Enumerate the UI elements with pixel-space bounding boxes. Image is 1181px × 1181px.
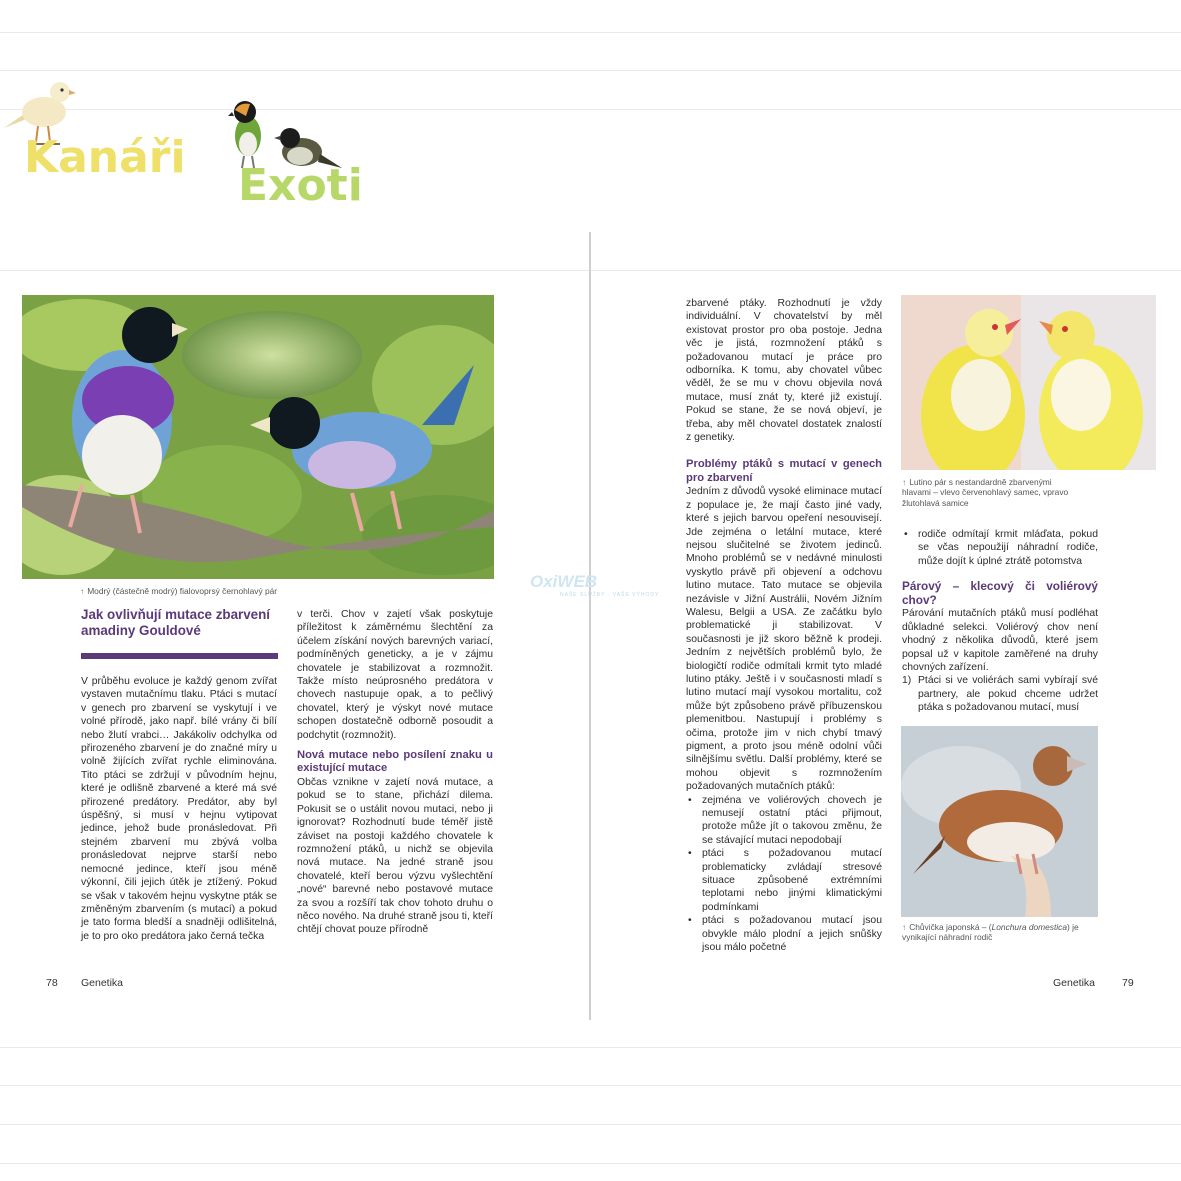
page-rule <box>0 1047 1181 1048</box>
subheading: Nová mutace nebo posílení znaku u existující mutace <box>297 749 493 775</box>
subheading: Problémy ptáků s mutací v genech pro zbarvení <box>686 458 882 484</box>
bullet-list <box>902 528 1098 568</box>
caption-arrow-icon: ↑ <box>80 586 85 596</box>
text-column: v terči. Chov v zajetí však poskytuje příležitost k záměrnému šlechtění za účelem získání nových barevných variací, podmíněných geneticky, a je v zájmu chovatele je stabilizovat a rozmnožit. Takže místo neúprosného predátora v chovech nastupuje opak, a to pečlivý chovatel, který je výskyt nové mutace schopen dostatečně odborně posoudit a podchytit (rozmnožit). Nová mutace nebo posílení znaku u existující mutace Občas vznikne v zajetí nová mutace, a pokud se to stane, přichází dilema. Pokusit se o ustálit novou mutaci, nebo ji ignorovat? Rozhodnutí bude téměř jistě záviset na postoji každého chovatele k rozmnožení ptáků, u nichž se objevila nová mutace. Na jedné straně jsou chovatelé, kteří berou výzvu vyšlechtění „nové“ barevné nebo postavové mutace za svou a rozšíří tak chov tohoto druhu o něco nového. Na druhé straně jsou ti, kteří chtějí chovat pouze přírodně <box>297 609 493 936</box>
text-column: • rodiče odmítají krmit mláďata, pokud se včas nepoužijí náhradní rodiče, může dojít k úplné ztrátě potomstva Párový – klecový či voliérový chov? Párování mutačních ptáků musí podléhat důkladné selekci. Voliérový chov není vhodný z několika důvodů, které jsem popsal už v kapitole zaměřené na druhy chovných zařízení. 1) Ptáci si ve voliérách sami vybírají své partnery, ale pokud chceme udržet ptáka s požadovanou mutací, musí <box>902 528 1098 715</box>
spine-divider <box>589 232 591 1020</box>
running-head: Genetika <box>1053 977 1096 989</box>
article-title: Jak ovlivňují mutace zbarvení amadiny Gouldové <box>81 607 271 638</box>
page-rule <box>0 109 1181 110</box>
text-column: V průběhu evoluce je každý genom zvířat vystaven mutačnímu tlaku. Ptáci s mutací v genech pro zbarvení se vyskytují i ve volné přírodě, jako např. bílé vrány či bílí nebo žlutí vrabci… Jakákoliv odchylka od přirozeného zbarvení je do značné míry u volně žijících zvířat rychle eliminována. Tito ptáci se zdržují v původním hejnu, které je odlišně zbarvené a které má své přirozené predátory. Predátor, aby byl úspěšný, si musí v hejnu vytipovat jedince, jehož bude pronásledovat. Při stejném zbarvení mu zbývá volba pronásledovat nejprve starší nebo nemocné jedince, kteří jsou méně výkonní, čili jejich útěk je ztížený. Pokud se však v takovém hejnu vyskytne pták se změněným zbarvením (s mutací) a pokud je tato forma bledší a snadněji odlišitelná, je to pro oko predátora jako černá tečka <box>81 676 277 942</box>
logo-exoti: Exoti <box>238 160 363 211</box>
list-item: • ptáci s požadovanou mutací jsou obvykle málo plodní a jejich snůšky jsou málo početné <box>702 914 882 954</box>
caption-arrow-icon: ↑ <box>902 922 907 932</box>
text-column: zbarvené ptáky. Rozhodnutí je vždy individuální. V chovatelství by měl existovat prostor pro oba postoje. Jedna věc je jistá, rozmnožení ptáků s požadovanou mutací je práce pro odborníka. K tomu, aby chovatel vůbec věděl, že se mu v chovu objevila nová mutace, musí znát ty, které již existují. Pokud se stane, že se nová objeví, je třeba, aby měl chovatel dostatek znalostí z genetiky. Problémy ptáků s mutací v genech pro zbarvení Jedním z důvodů vysoké eliminace mutací z populace je, že mají často jiné vady, které s jejich barvou opeření nesouvisejí. Jde zejména o letální mutace, které nejsou slučitelné se životem jedinců. Mnoho problémů se v nedávné minulosti vyskytlo právě při objevení a odchovu lutino mutace. Tato mutace se objevila nezávisle v Jižní Austrálii, Novém Jižním Walesu, Belgii a USA. Ze začátku bylo problematické ji stabilizovat. V současnosti je již skoro běžně k prodeji. Jedním z největších problémů bylo, že biologičtí rodiče odmítali krmit tyto mladé lutino ptáky. Ještě i v současnosti mladí s lutino mutací mají vysokou mortalitu, což může být způsobeno právě příbuzenskou plemenitbou. Nastupují i problémy s očima, protože jim v nich chybí tmavý pigment, a proto jsou méně odolní vůči silnějšímu světlu. Další problémy, které se mohou objevit s rozmnožením požadovaných mutačních ptáků: • zejména ve voliérových chovech je nemusejí ostatní ptáci přijmout, protože může jít o takovou změnu, že se stávající mutaci nepodobají • ptáci s požadovanou mutací problematicky zvládají stresové situace způsobené extrémními teplotami nebo jinými klimatickými podmínkami • ptáci s požadovanou mutací jsou obvykle málo plodní a jejich snůšky jsou málo početné <box>686 297 882 955</box>
list-item: • ptáci s požadovanou mutací problematicky zvládají stresové situace způsobené extrémními teplotami nebo jinými klimatickými podmínkami <box>702 847 882 914</box>
list-item: • zejména ve voliérových chovech je nemusejí ostatní ptáci přijmout, protože může jít o takovou změnu, že se stávající mutaci nepodobají <box>702 794 882 848</box>
watermark: OxiWEB NAŠE SLUŽBY · VAŠE VÝHODY <box>530 572 660 598</box>
page-number: 78 <box>46 977 58 989</box>
logo-kanari: Kanáři <box>24 132 186 183</box>
page-rule <box>0 1085 1181 1086</box>
list-item: 1) Ptáci si ve voliérách sami vybírají své partnery, ale pokud chceme udržet ptáka s požadovanou mutací, musí <box>902 675 1098 714</box>
title-bar <box>81 653 278 659</box>
page-rule <box>0 1163 1181 1164</box>
page-rule <box>0 1124 1181 1125</box>
bullet-list <box>686 794 882 955</box>
page-rule <box>0 70 1181 71</box>
running-head: Genetika <box>81 977 124 989</box>
lutino-pair-photo <box>901 295 1156 470</box>
gouldian-finches-photo <box>22 295 494 579</box>
numbered-list <box>902 674 1098 714</box>
page-number: 79 <box>1122 977 1134 989</box>
photo-caption: ↑ Modrý (částečně modrý) fialovoprsý černohlavý pár <box>80 586 278 596</box>
page-rule <box>0 32 1181 33</box>
photo-caption: ↑ Lutino pár s nestandardně zbarvenými hlavami – vlevo červenohlavý samec, vpravo žlutohlavá samice <box>902 477 1069 508</box>
photo-caption: ↑ Chůvička japonská – (Lonchura domestica) je vynikající náhradní rodič <box>902 922 1079 943</box>
society-finch-photo <box>901 726 1098 917</box>
subheading: Párový – klecový či voliérový chov? <box>902 579 1098 607</box>
list-item: • rodiče odmítají krmit mláďata, pokud se včas nepoužijí náhradní rodiče, může dojít k úplné ztrátě potomstva <box>918 528 1098 568</box>
caption-arrow-icon: ↑ <box>902 477 907 487</box>
